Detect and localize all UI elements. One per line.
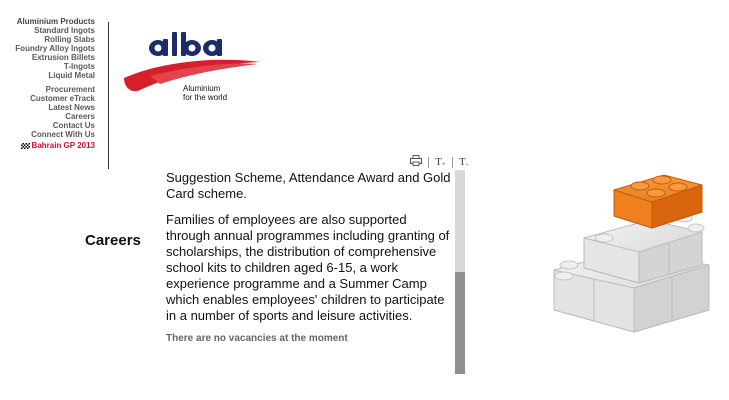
nav-contact-us[interactable]: Contact Us	[52, 121, 95, 130]
nav-liquid-metal[interactable]: Liquid Metal	[48, 71, 95, 80]
scrollbar-thumb[interactable]	[455, 272, 465, 374]
nav-procurement[interactable]: Procurement	[45, 85, 95, 94]
tagline-line2: for the world	[183, 93, 228, 102]
main-links	[0, 85, 95, 139]
products-menu	[0, 17, 95, 80]
nav-customer-etrack[interactable]: Customer eTrack	[30, 94, 95, 103]
nav-t-ingots[interactable]: T-Ingots	[63, 62, 95, 71]
nav-aluminium-products[interactable]: Aluminium Products	[16, 17, 95, 26]
tools-divider	[428, 157, 429, 168]
nav-extrusion-billets[interactable]: Extrusion Billets	[31, 53, 95, 62]
tagline-line1: Aluminium	[183, 84, 221, 93]
nav-standard-ingots[interactable]: Standard Ingots	[34, 26, 95, 35]
nav-foundry-alloy-ingots[interactable]: Foundry Alloy Ingots	[15, 44, 95, 53]
content-paragraph: Families of employees are also supported through annual programmes including granting of scholarships, the distribution of comprehensive school kits to children aged 6-15, a work experience programme and a Summer Camp which enables employees' children to participate in a number of sports and leisure activities.	[166, 212, 450, 323]
lego-bricks-image	[544, 160, 719, 335]
nav-bahrain-gp[interactable]	[0, 141, 95, 150]
nav-connect-with-us[interactable]: Connect With Us	[31, 130, 95, 139]
decrease-text-button[interactable]	[459, 156, 468, 168]
nav-latest-news[interactable]: Latest News	[48, 103, 95, 112]
careers-content	[166, 170, 452, 374]
printer-icon[interactable]	[410, 155, 422, 169]
increase-text-label: T	[435, 156, 442, 169]
nav-careers[interactable]: Careers	[65, 112, 95, 121]
increase-text-button[interactable]	[435, 156, 446, 168]
decrease-text-label: T	[458, 156, 466, 169]
text-tools	[410, 155, 468, 169]
nav-divider	[108, 22, 109, 169]
vacancy-notice: There are no vacancies at the moment	[166, 333, 348, 344]
increase-text-sub: +	[441, 159, 446, 168]
logo-tagline	[183, 84, 227, 102]
nav-rolling-slabs[interactable]: Rolling Slabs	[44, 35, 95, 44]
page-title: Careers	[85, 232, 141, 249]
decrease-text-sub: -	[465, 159, 469, 168]
content-paragraph: Suggestion Scheme, Attendance Award and Gold Card scheme.	[166, 170, 451, 201]
checkered-flag-icon	[21, 143, 30, 149]
content-scrollbar[interactable]	[455, 170, 465, 374]
side-navigation	[0, 17, 95, 150]
bahrain-gp-label: Bahrain GP 2013	[31, 141, 95, 150]
tools-divider	[452, 157, 453, 168]
